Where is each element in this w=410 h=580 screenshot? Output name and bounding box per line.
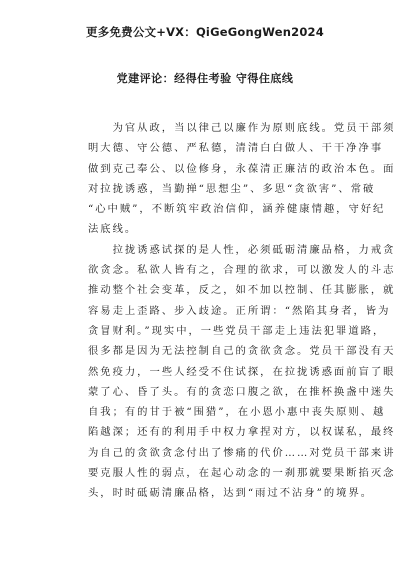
text-line: 很多都是因为无法控制自己的贪欲贪念。党员干部没有天 [88,345,396,358]
article-title: 党建评论：经得住考验 守得住底线 [116,72,294,85]
paragraph [88,240,396,504]
article-body [88,118,396,504]
text-line: 法底线。 [88,223,138,236]
text-line: 容易走上歪路、步入歧途。正所谓：“然陷其身者，皆为 [88,304,391,317]
text-line: 自我；有的甘于被“围猎”，在小恩小惠中丧失原则、越 [88,406,386,419]
text-line: 做到克己奉公、以俭修身，永葆清正廉洁的政治本色。面 [88,162,396,175]
text-line: 欲贪念。私欲人皆有之，合理的欲求，可以激发人的斗志 [88,264,396,277]
text-line: 对拉拢诱惑，当勤掸“思想尘”、多思“贪欲害”、常破 [88,182,376,195]
text-line: 明大德、守公德、严私德，清清白白做人、干干净净事 [88,142,384,155]
text-line: 为自己的贪欲贪念付出了惨痛的代价……对党员干部来讲 [88,446,396,459]
text-line: “心中贼”，不断筑牢政治信仰，涵养健康情趣，守好纪 [88,203,386,216]
text-line: 陷越深；还有的利用手中权力拿捏对方，以权谋私，最终 [88,426,396,439]
text-line: 推动整个社会变革，反之，如不加以控制、任其膨胀，就 [88,284,396,297]
text-line: 然免疫力，一些人经受不住试探，在拉拢诱惑面前盲了眼 [88,365,396,378]
text-line: 要克服人性的弱点，在起心动念的一刹那就要果断掐灭念 [88,467,396,480]
text-line: 贪冒财利。”现实中，一些党员干部走上违法犯罪道路， [88,324,386,337]
text-line: 蒙了心、昏了头。有的贪恋口腹之欲，在推杯换盏中迷失 [88,385,396,398]
text-line: 头，时时砥砺清廉品格，达到“雨过不沾身”的境界。 [88,487,374,500]
text-line: 为官从政，当以律己以廉作为原则底线。党员干部须 [88,122,396,134]
page-header: 更多免费公文+VX：QiGeGongWen2024 [86,25,324,39]
paragraph [88,118,396,240]
text-line: 拉拢诱惑试探的是人性，必须砥砺清廉品格，力戒贪 [88,243,396,256]
